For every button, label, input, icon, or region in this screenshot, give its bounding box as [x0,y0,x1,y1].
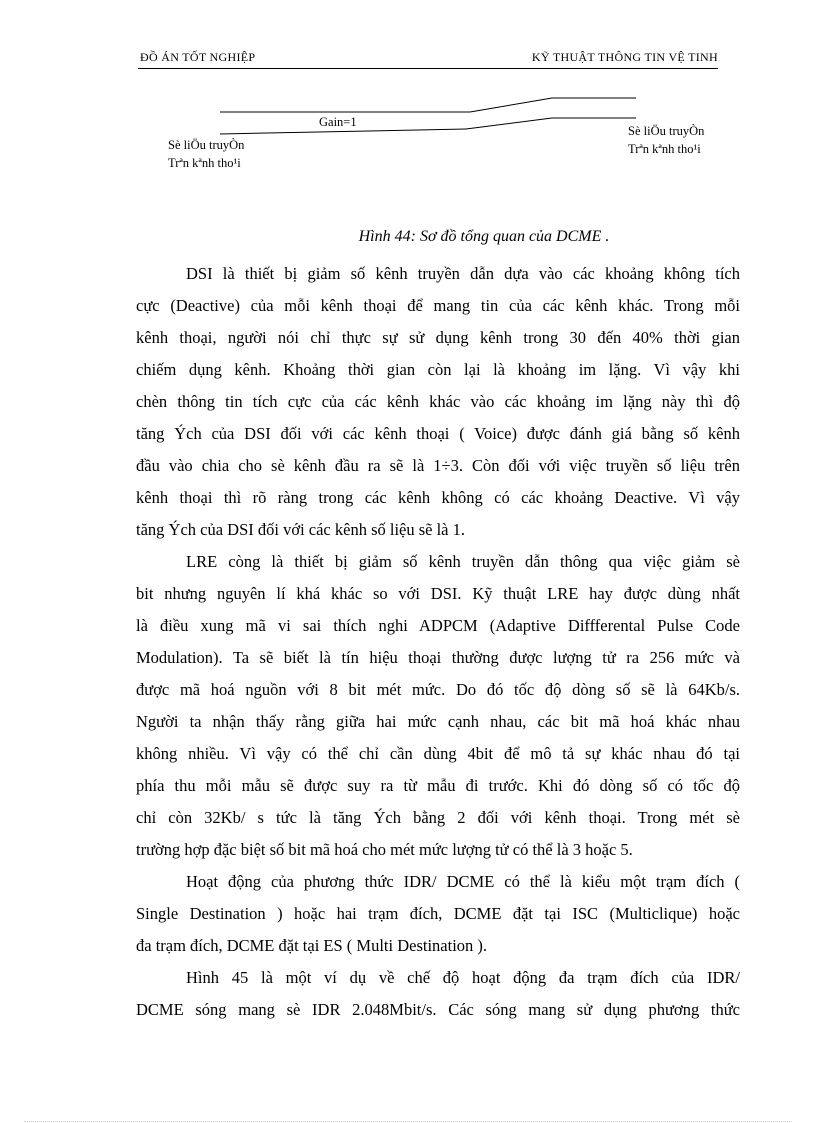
text-line: chỉ còn 32Kb/ s tức là tăng Ých bằng 2 đối với kênh thoại. Trong mét sè [136,808,740,827]
text-line: DCME sóng mang sè IDR 2.048Mbit/s. Các sóng mang sử dụng phương thức [136,1000,740,1019]
text-line: Hoạt động của phương thức IDR/ DCME có thể là kiểu một trạm đích ( [186,872,740,891]
header-right-text: KỸ THUẬT THÔNG TIN VỆ TINH [531,50,718,64]
right-label-line1: Sè liÖu truyÒn [628,124,705,138]
text-line: là điều xung mã vi sai thích nghi ADPCM (Adaptive Diffferental Pulse Code [136,616,740,635]
text-line: kênh thoại thì rõ ràng trong các kênh không có các khoảng Deactive. Vì vậy [136,488,740,507]
text-line: trường hợp đặc biệt số bit mã hoá cho mét mức lượng tử có thể là 3 hoặc 5. [136,840,633,859]
text-line: phía thu mỗi mẫu sẽ được suy ra từ mẫu đi trước. Khi đó dòng số có tốc độ [136,776,740,795]
page-header [140,48,718,68]
text-line: DSI là thiết bị giảm số kênh truyền dẫn dựa vào các khoảng không tích [186,264,740,283]
text-line: tăng Ých của DSI đối với các kênh thoại ( Voice) được đánh giá bằng số kênh [136,424,740,443]
text-line: Modulation). Ta sẽ biết là tín hiệu thoại thường được lượng tử ra 256 mức và [136,648,740,667]
left-label-line2: Trªn kªnh tho¹i [168,156,241,170]
right-label-line2: Trªn kªnh tho¹i [628,142,701,156]
text-line: đầu vào chia cho sè kênh đầu ra sẽ là 1÷3. Còn đối với việc truyền số liệu trên [136,456,740,475]
page-bottom-rule [24,1121,792,1122]
text-line: Hình 45 là một ví dụ về chế độ hoạt động đa trạm đích của IDR/ [186,968,740,987]
text-line: kênh thoại, người nói chỉ thực sự sử dụng kênh trong 30 đến 40% thời gian [136,328,740,347]
text-line: cực (Deactive) của mỗi kênh thoại để mang tin của các kênh khác. Trong mỗi [136,296,740,315]
text-line: chiếm dụng kênh. Khoảng thời gian còn lại là khoảng im lặng. Vì vậy khi [136,360,740,379]
text-line: LRE còng là thiết bị giảm số kênh truyền dẫn thông qua việc giảm sè [186,552,740,571]
header-rule [138,68,718,69]
text-line: bit nhưng nguyên lí khá khác so với DSI. Kỹ thuật LRE hay được dùng nhất [136,584,740,603]
left-label-line1: Sè liÖu truyÒn [168,138,245,152]
upper-line-slope [470,98,552,112]
text-line: được mã hoá nguồn với 8 bit mét mức. Do đó tốc độ dòng số sẽ là 64Kb/s. [136,680,740,699]
diagram-lines [0,80,816,200]
text-line: không nhiều. Vì vậy có thể chỉ cần dùng 4bit để mô tả sự khác nhau đó tại [136,744,740,763]
text-line: chèn thông tin tích cực của các kênh khác vào các khoảng im lặng này thì độ [136,392,740,411]
text-line: Người ta nhận thấy rằng giữa hai mức cạnh nhau, các bit mã hoá khác nhau [136,712,740,731]
header-left-text: ĐỒ ÁN TỐT NGHIỆP [140,50,256,64]
figure-caption-text: Hình 44: Sơ đồ tổng quan của DCME . [358,228,610,245]
text-line: Single Destination ) hoặc hai trạm đích, DCME đặt tại ISC (Multiclique) hoặc [136,904,740,923]
text-line: tăng Ých của DSI đối với các kênh số liệu sẽ là 1. [136,520,466,539]
dcme-diagram [0,80,816,200]
gain-label: Gain=1 [319,115,357,129]
figure-caption [0,228,816,246]
text-line: đa trạm đích, DCME đặt tại ES ( Multi Destination ). [136,936,488,955]
body-text [136,258,740,1026]
lower-line-slope [466,118,552,129]
